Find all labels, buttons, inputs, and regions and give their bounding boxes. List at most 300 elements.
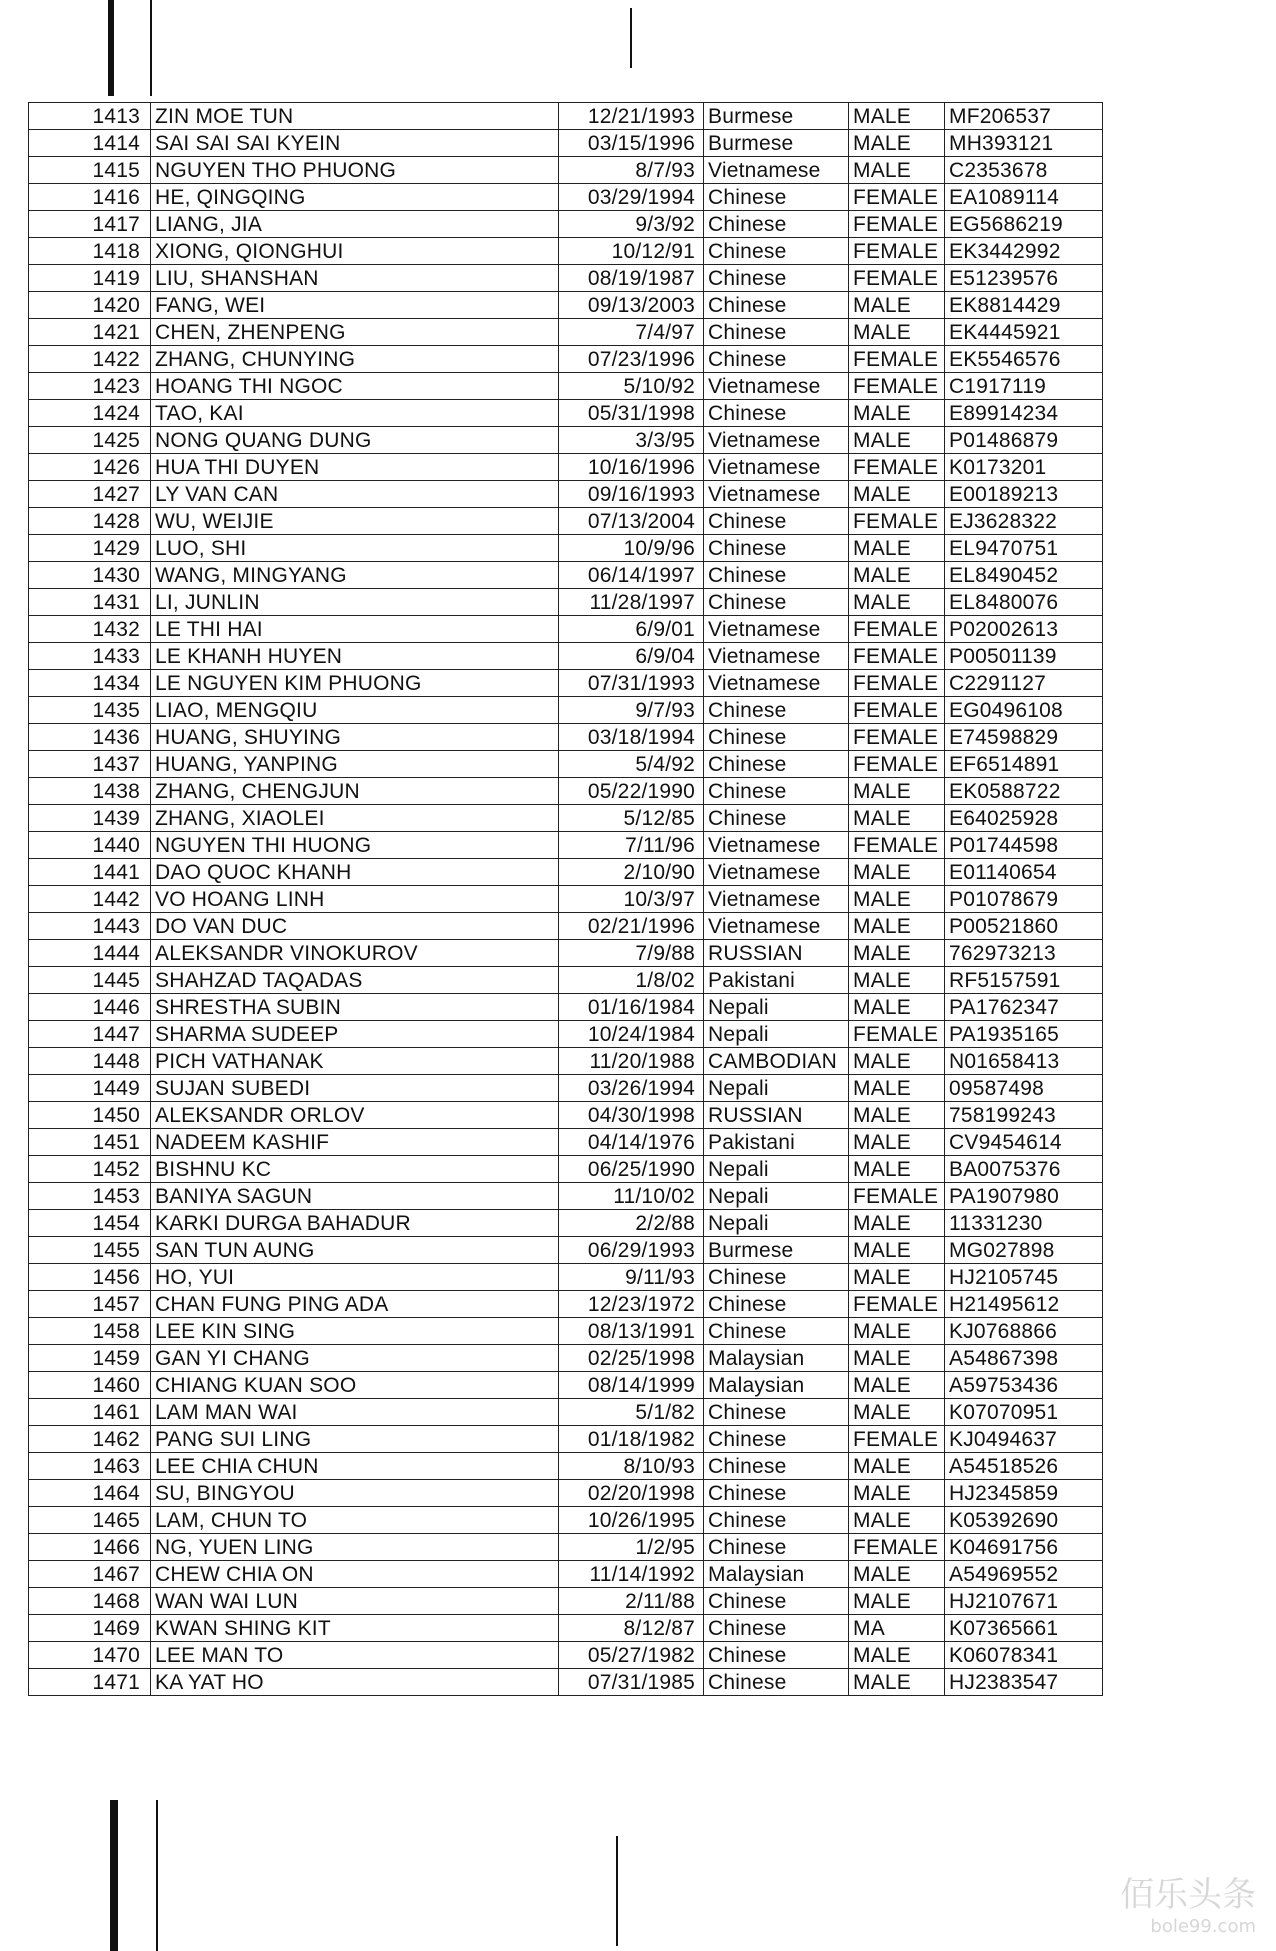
table-row (29, 292, 1103, 319)
record-passport: C2353678 (945, 157, 1103, 184)
record-dob: 04/14/1976 (559, 1129, 704, 1156)
record-gender: MALE (849, 1048, 945, 1075)
record-nationality: Vietnamese (704, 832, 849, 859)
record-name: SHRESTHA SUBIN (151, 994, 559, 1021)
record-nationality: Vietnamese (704, 427, 849, 454)
table-row (29, 859, 1103, 886)
record-passport: EG5686219 (945, 211, 1103, 238)
record-name: WANG, MINGYANG (151, 562, 559, 589)
record-passport: RF5157591 (945, 967, 1103, 994)
record-dob: 10/16/1996 (559, 454, 704, 481)
record-gender: FEMALE (849, 1426, 945, 1453)
record-dob: 02/20/1998 (559, 1480, 704, 1507)
record-name: XIONG, QIONGHUI (151, 238, 559, 265)
record-name: HUANG, YANPING (151, 751, 559, 778)
record-dob: 06/25/1990 (559, 1156, 704, 1183)
record-passport: K04691756 (945, 1534, 1103, 1561)
record-number: 1431 (29, 589, 151, 616)
record-number: 1453 (29, 1183, 151, 1210)
table-row (29, 481, 1103, 508)
record-gender: MALE (849, 427, 945, 454)
record-dob: 6/9/01 (559, 616, 704, 643)
record-dob: 09/16/1993 (559, 481, 704, 508)
record-gender: MALE (849, 1129, 945, 1156)
table-row (29, 454, 1103, 481)
record-name: VO HOANG LINH (151, 886, 559, 913)
scan-speck-bottom (616, 1836, 618, 1946)
record-gender: FEMALE (849, 346, 945, 373)
table-row (29, 670, 1103, 697)
record-nationality: Vietnamese (704, 481, 849, 508)
record-passport: K07365661 (945, 1615, 1103, 1642)
records-body (29, 103, 1103, 1696)
record-name: SUJAN SUBEDI (151, 1075, 559, 1102)
record-nationality: Chinese (704, 1588, 849, 1615)
scan-margin-mark-top-thin (150, 0, 152, 96)
record-name: CHEN, ZHENPENG (151, 319, 559, 346)
record-passport: EK8814429 (945, 292, 1103, 319)
record-passport: HJ2107671 (945, 1588, 1103, 1615)
table-row (29, 130, 1103, 157)
record-number: 1432 (29, 616, 151, 643)
record-number: 1426 (29, 454, 151, 481)
record-name: SHARMA SUDEEP (151, 1021, 559, 1048)
record-dob: 8/10/93 (559, 1453, 704, 1480)
record-passport: EF6514891 (945, 751, 1103, 778)
record-number: 1460 (29, 1372, 151, 1399)
watermark-mark: 佰乐头条 (1120, 1875, 1256, 1915)
record-gender: MALE (849, 400, 945, 427)
record-number: 1466 (29, 1534, 151, 1561)
record-nationality: Nepali (704, 1156, 849, 1183)
record-dob: 08/13/1991 (559, 1318, 704, 1345)
table-row (29, 535, 1103, 562)
record-passport: A59753436 (945, 1372, 1103, 1399)
record-passport: P01486879 (945, 427, 1103, 454)
record-name: BANIYA SAGUN (151, 1183, 559, 1210)
record-name: LE KHANH HUYEN (151, 643, 559, 670)
record-number: 1420 (29, 292, 151, 319)
record-number: 1468 (29, 1588, 151, 1615)
record-name: DAO QUOC KHANH (151, 859, 559, 886)
record-nationality: Chinese (704, 724, 849, 751)
record-number: 1413 (29, 103, 151, 130)
record-dob: 5/1/82 (559, 1399, 704, 1426)
record-number: 1430 (29, 562, 151, 589)
record-name: ZHANG, CHENGJUN (151, 778, 559, 805)
record-passport: C1917119 (945, 373, 1103, 400)
record-number: 1469 (29, 1615, 151, 1642)
record-nationality: CAMBODIAN (704, 1048, 849, 1075)
record-nationality: Pakistani (704, 967, 849, 994)
table-row (29, 805, 1103, 832)
records-table (28, 102, 1103, 1696)
record-dob: 10/12/91 (559, 238, 704, 265)
record-name: NG, YUEN LING (151, 1534, 559, 1561)
record-number: 1459 (29, 1345, 151, 1372)
record-nationality: Chinese (704, 346, 849, 373)
record-nationality: Chinese (704, 535, 849, 562)
table-row (29, 940, 1103, 967)
record-nationality: Burmese (704, 130, 849, 157)
record-gender: FEMALE (849, 454, 945, 481)
record-number: 1437 (29, 751, 151, 778)
record-passport: KJ0768866 (945, 1318, 1103, 1345)
record-nationality: Chinese (704, 265, 849, 292)
record-gender: MALE (849, 967, 945, 994)
record-passport: P00501139 (945, 643, 1103, 670)
watermark-url: bole99.com (1150, 1916, 1256, 1937)
table-row (29, 1372, 1103, 1399)
record-nationality: Chinese (704, 1426, 849, 1453)
record-nationality: Nepali (704, 1210, 849, 1237)
record-nationality: Chinese (704, 1264, 849, 1291)
record-name: GAN YI CHANG (151, 1345, 559, 1372)
table-row (29, 1075, 1103, 1102)
record-name: WU, WEIJIE (151, 508, 559, 535)
record-name: TAO, KAI (151, 400, 559, 427)
record-name: LAM, CHUN TO (151, 1507, 559, 1534)
record-nationality: Nepali (704, 994, 849, 1021)
record-gender: MALE (849, 1102, 945, 1129)
record-name: HOANG THI NGOC (151, 373, 559, 400)
table-row (29, 913, 1103, 940)
record-passport: EG0496108 (945, 697, 1103, 724)
record-nationality: Vietnamese (704, 913, 849, 940)
record-nationality: Burmese (704, 1237, 849, 1264)
table-row (29, 1615, 1103, 1642)
record-dob: 05/27/1982 (559, 1642, 704, 1669)
record-dob: 10/26/1995 (559, 1507, 704, 1534)
record-number: 1417 (29, 211, 151, 238)
table-row (29, 238, 1103, 265)
record-passport: A54867398 (945, 1345, 1103, 1372)
record-nationality: Malaysian (704, 1561, 849, 1588)
table-row (29, 1669, 1103, 1696)
record-number: 1414 (29, 130, 151, 157)
record-nationality: Vietnamese (704, 157, 849, 184)
record-number: 1416 (29, 184, 151, 211)
record-dob: 10/9/96 (559, 535, 704, 562)
record-name: DO VAN DUC (151, 913, 559, 940)
record-nationality: Chinese (704, 1453, 849, 1480)
watermark (1120, 1867, 1256, 1937)
table-row (29, 1399, 1103, 1426)
record-gender: FEMALE (849, 238, 945, 265)
record-nationality: Chinese (704, 1480, 849, 1507)
record-dob: 11/10/02 (559, 1183, 704, 1210)
record-gender: FEMALE (849, 697, 945, 724)
record-name: KWAN SHING KIT (151, 1615, 559, 1642)
record-gender: MALE (849, 1399, 945, 1426)
record-gender: FEMALE (849, 508, 945, 535)
record-number: 1457 (29, 1291, 151, 1318)
record-passport: EK5546576 (945, 346, 1103, 373)
table-row (29, 778, 1103, 805)
record-gender: MALE (849, 1264, 945, 1291)
record-passport: P00521860 (945, 913, 1103, 940)
record-passport: MH393121 (945, 130, 1103, 157)
record-gender: MALE (849, 1210, 945, 1237)
record-nationality: Chinese (704, 1669, 849, 1696)
record-passport: N01658413 (945, 1048, 1103, 1075)
record-name: CHEW CHIA ON (151, 1561, 559, 1588)
record-dob: 07/31/1985 (559, 1669, 704, 1696)
record-nationality: Chinese (704, 751, 849, 778)
record-nationality: Chinese (704, 238, 849, 265)
record-nationality: Chinese (704, 1615, 849, 1642)
record-nationality: Chinese (704, 805, 849, 832)
record-nationality: Chinese (704, 1318, 849, 1345)
record-gender: MALE (849, 1453, 945, 1480)
record-passport: CV9454614 (945, 1129, 1103, 1156)
table-row (29, 886, 1103, 913)
record-gender: MALE (849, 589, 945, 616)
record-name: ZHANG, XIAOLEI (151, 805, 559, 832)
record-passport: BA0075376 (945, 1156, 1103, 1183)
record-gender: MALE (849, 940, 945, 967)
record-passport: EK0588722 (945, 778, 1103, 805)
record-number: 1447 (29, 1021, 151, 1048)
record-number: 1470 (29, 1642, 151, 1669)
record-name: LE THI HAI (151, 616, 559, 643)
record-number: 1464 (29, 1480, 151, 1507)
record-dob: 10/3/97 (559, 886, 704, 913)
record-passport: EK4445921 (945, 319, 1103, 346)
record-number: 1422 (29, 346, 151, 373)
record-name: BISHNU KC (151, 1156, 559, 1183)
record-dob: 01/16/1984 (559, 994, 704, 1021)
record-dob: 1/2/95 (559, 1534, 704, 1561)
record-dob: 7/11/96 (559, 832, 704, 859)
record-passport: EL9470751 (945, 535, 1103, 562)
record-dob: 2/2/88 (559, 1210, 704, 1237)
record-passport: K07070951 (945, 1399, 1103, 1426)
record-nationality: Chinese (704, 1642, 849, 1669)
record-nationality: Chinese (704, 1507, 849, 1534)
record-passport: E51239576 (945, 265, 1103, 292)
record-passport: K0173201 (945, 454, 1103, 481)
record-nationality: Vietnamese (704, 454, 849, 481)
table-row (29, 832, 1103, 859)
record-gender: FEMALE (849, 832, 945, 859)
record-dob: 9/3/92 (559, 211, 704, 238)
record-passport: A54518526 (945, 1453, 1103, 1480)
record-gender: MALE (849, 1669, 945, 1696)
record-passport: PA1762347 (945, 994, 1103, 1021)
record-dob: 02/21/1996 (559, 913, 704, 940)
record-number: 1455 (29, 1237, 151, 1264)
record-passport: EJ3628322 (945, 508, 1103, 535)
record-gender: MALE (849, 1345, 945, 1372)
record-gender: MALE (849, 157, 945, 184)
record-name: SAI SAI SAI KYEIN (151, 130, 559, 157)
record-number: 1450 (29, 1102, 151, 1129)
record-number: 1434 (29, 670, 151, 697)
record-passport: P01744598 (945, 832, 1103, 859)
table-row (29, 1588, 1103, 1615)
record-name: LIAO, MENGQIU (151, 697, 559, 724)
record-number: 1418 (29, 238, 151, 265)
table-row (29, 1345, 1103, 1372)
table-row (29, 103, 1103, 130)
record-nationality: Chinese (704, 589, 849, 616)
table-row (29, 724, 1103, 751)
record-dob: 12/21/1993 (559, 103, 704, 130)
record-nationality: Chinese (704, 508, 849, 535)
record-passport: 09587498 (945, 1075, 1103, 1102)
record-gender: MALE (849, 1588, 945, 1615)
record-nationality: Nepali (704, 1183, 849, 1210)
record-number: 1443 (29, 913, 151, 940)
record-number: 1429 (29, 535, 151, 562)
record-dob: 02/25/1998 (559, 1345, 704, 1372)
record-name: LI, JUNLIN (151, 589, 559, 616)
record-gender: MALE (849, 859, 945, 886)
table-row (29, 211, 1103, 238)
record-name: NONG QUANG DUNG (151, 427, 559, 454)
record-nationality: Vietnamese (704, 643, 849, 670)
table-row (29, 184, 1103, 211)
record-dob: 03/26/1994 (559, 1075, 704, 1102)
record-name: LEE CHIA CHUN (151, 1453, 559, 1480)
record-name: HUA THI DUYEN (151, 454, 559, 481)
table-row (29, 1291, 1103, 1318)
record-nationality: Chinese (704, 184, 849, 211)
record-passport: EL8480076 (945, 589, 1103, 616)
record-dob: 5/4/92 (559, 751, 704, 778)
record-number: 1427 (29, 481, 151, 508)
record-nationality: Pakistani (704, 1129, 849, 1156)
record-number: 1438 (29, 778, 151, 805)
record-gender: MALE (849, 1156, 945, 1183)
record-dob: 12/23/1972 (559, 1291, 704, 1318)
record-number: 1436 (29, 724, 151, 751)
record-nationality: Chinese (704, 778, 849, 805)
record-dob: 03/29/1994 (559, 184, 704, 211)
record-nationality: Malaysian (704, 1372, 849, 1399)
record-number: 1463 (29, 1453, 151, 1480)
record-number: 1452 (29, 1156, 151, 1183)
table-row (29, 1642, 1103, 1669)
record-dob: 08/14/1999 (559, 1372, 704, 1399)
table-row (29, 1453, 1103, 1480)
record-passport: P02002613 (945, 616, 1103, 643)
record-name: LIANG, JIA (151, 211, 559, 238)
record-passport: HJ2345859 (945, 1480, 1103, 1507)
record-passport: H21495612 (945, 1291, 1103, 1318)
record-dob: 06/29/1993 (559, 1237, 704, 1264)
record-passport: E01140654 (945, 859, 1103, 886)
table-row (29, 1129, 1103, 1156)
record-name: PICH VATHANAK (151, 1048, 559, 1075)
record-name: LE NGUYEN KIM PHUONG (151, 670, 559, 697)
table-row (29, 1237, 1103, 1264)
record-gender: FEMALE (849, 184, 945, 211)
record-name: LIU, SHANSHAN (151, 265, 559, 292)
record-number: 1415 (29, 157, 151, 184)
record-number: 1462 (29, 1426, 151, 1453)
record-gender: MALE (849, 1075, 945, 1102)
record-dob: 3/3/95 (559, 427, 704, 454)
table-row (29, 616, 1103, 643)
table-row (29, 1480, 1103, 1507)
record-number: 1451 (29, 1129, 151, 1156)
table-row (29, 1021, 1103, 1048)
record-gender: MALE (849, 319, 945, 346)
record-passport: MF206537 (945, 103, 1103, 130)
record-number: 1448 (29, 1048, 151, 1075)
record-passport: PA1935165 (945, 1021, 1103, 1048)
record-dob: 5/10/92 (559, 373, 704, 400)
record-dob: 11/28/1997 (559, 589, 704, 616)
record-gender: FEMALE (849, 1183, 945, 1210)
record-name: SAN TUN AUNG (151, 1237, 559, 1264)
table-row (29, 643, 1103, 670)
record-dob: 05/22/1990 (559, 778, 704, 805)
table-row (29, 1048, 1103, 1075)
record-dob: 09/13/2003 (559, 292, 704, 319)
record-name: SU, BINGYOU (151, 1480, 559, 1507)
record-name: LY VAN CAN (151, 481, 559, 508)
table-row (29, 994, 1103, 1021)
record-passport: E00189213 (945, 481, 1103, 508)
record-dob: 11/14/1992 (559, 1561, 704, 1588)
record-dob: 08/19/1987 (559, 265, 704, 292)
record-dob: 04/30/1998 (559, 1102, 704, 1129)
record-passport: HJ2105745 (945, 1264, 1103, 1291)
record-nationality: Nepali (704, 1075, 849, 1102)
record-number: 1421 (29, 319, 151, 346)
record-gender: MA (849, 1615, 945, 1642)
record-dob: 1/8/02 (559, 967, 704, 994)
record-name: NGUYEN THI HUONG (151, 832, 559, 859)
record-name: ZIN MOE TUN (151, 103, 559, 130)
table-row (29, 1507, 1103, 1534)
table-row (29, 751, 1103, 778)
record-dob: 03/18/1994 (559, 724, 704, 751)
record-number: 1445 (29, 967, 151, 994)
record-number: 1440 (29, 832, 151, 859)
record-name: PANG SUI LING (151, 1426, 559, 1453)
record-name: NADEEM KASHIF (151, 1129, 559, 1156)
record-name: LEE KIN SING (151, 1318, 559, 1345)
record-number: 1433 (29, 643, 151, 670)
record-dob: 9/11/93 (559, 1264, 704, 1291)
record-gender: MALE (849, 1372, 945, 1399)
record-gender: MALE (849, 103, 945, 130)
record-passport: E64025928 (945, 805, 1103, 832)
record-nationality: Chinese (704, 292, 849, 319)
record-passport: C2291127 (945, 670, 1103, 697)
record-gender: FEMALE (849, 670, 945, 697)
record-gender: MALE (849, 481, 945, 508)
record-name: CHIANG KUAN SOO (151, 1372, 559, 1399)
record-nationality: Vietnamese (704, 616, 849, 643)
record-name: LEE MAN TO (151, 1642, 559, 1669)
table-row (29, 373, 1103, 400)
table-row (29, 346, 1103, 373)
record-gender: FEMALE (849, 1534, 945, 1561)
record-passport: E89914234 (945, 400, 1103, 427)
record-nationality: RUSSIAN (704, 1102, 849, 1129)
record-gender: MALE (849, 1642, 945, 1669)
record-nationality: Chinese (704, 697, 849, 724)
record-name: HUANG, SHUYING (151, 724, 559, 751)
table-row (29, 589, 1103, 616)
table-row (29, 265, 1103, 292)
table-row (29, 157, 1103, 184)
